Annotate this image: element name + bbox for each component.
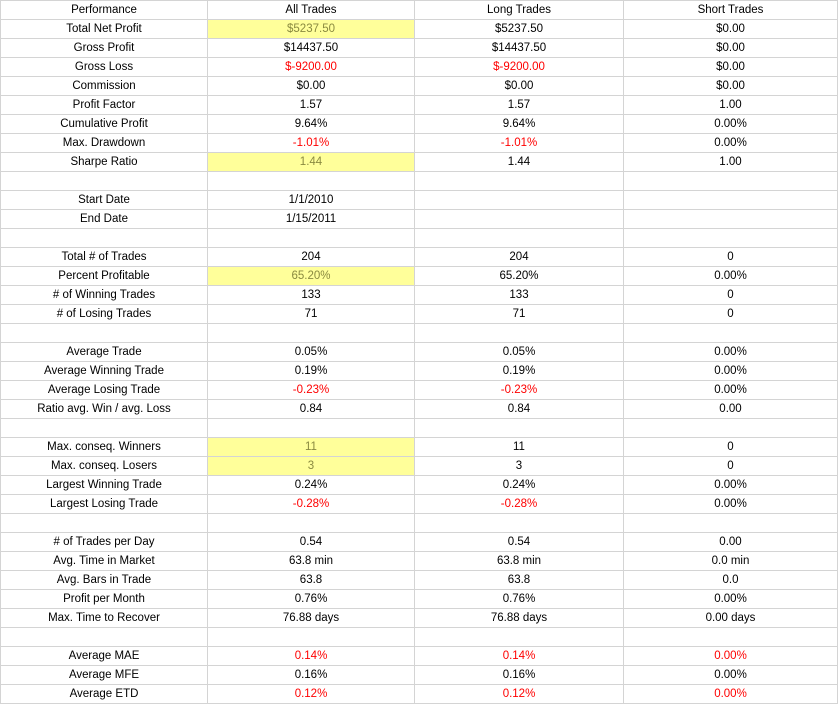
long-trades-value: [415, 172, 624, 191]
short-trades-value: [624, 229, 838, 248]
metric-label: Average ETD: [1, 685, 208, 704]
table-row[interactable]: [1, 666, 838, 685]
metric-label: Total Net Profit: [1, 20, 208, 39]
table-row[interactable]: [1, 343, 838, 362]
table-row[interactable]: [1, 609, 838, 628]
spacer-row[interactable]: [1, 229, 838, 248]
short-trades-value: 0.00: [624, 400, 838, 419]
table-row[interactable]: [1, 191, 838, 210]
short-trades-value: [624, 628, 838, 647]
all-trades-value: [208, 514, 415, 533]
all-trades-value: 11: [208, 438, 415, 457]
all-trades-value: 0.12%: [208, 685, 415, 704]
long-trades-value: $14437.50: [415, 39, 624, 58]
long-trades-value: [415, 229, 624, 248]
table-row[interactable]: [1, 438, 838, 457]
short-trades-value: 0.00%: [624, 666, 838, 685]
metric-label: [1, 514, 208, 533]
long-trades-value: [415, 419, 624, 438]
table-row[interactable]: [1, 248, 838, 267]
table-body: [1, 20, 838, 704]
long-trades-value: 0.14%: [415, 647, 624, 666]
short-trades-value: [624, 514, 838, 533]
metric-label: Avg. Bars in Trade: [1, 571, 208, 590]
long-trades-value: 1.57: [415, 96, 624, 115]
spacer-row[interactable]: [1, 514, 838, 533]
table-row[interactable]: [1, 58, 838, 77]
short-trades-value: 0.00%: [624, 590, 838, 609]
short-trades-value: [624, 419, 838, 438]
metric-label: Average Losing Trade: [1, 381, 208, 400]
spacer-row[interactable]: [1, 324, 838, 343]
metric-label: [1, 324, 208, 343]
long-trades-value: 3: [415, 457, 624, 476]
metric-label: Average MAE: [1, 647, 208, 666]
long-trades-value: 0.16%: [415, 666, 624, 685]
long-trades-value: 204: [415, 248, 624, 267]
metric-label: Profit per Month: [1, 590, 208, 609]
metric-label: Average Trade: [1, 343, 208, 362]
all-trades-value: 9.64%: [208, 115, 415, 134]
long-trades-value: 0.24%: [415, 476, 624, 495]
metric-label: Largest Winning Trade: [1, 476, 208, 495]
metric-label: # of Trades per Day: [1, 533, 208, 552]
table-row[interactable]: [1, 96, 838, 115]
long-trades-value: 0.84: [415, 400, 624, 419]
long-trades-value: $5237.50: [415, 20, 624, 39]
short-trades-value: 0: [624, 286, 838, 305]
short-trades-value: 0.00%: [624, 343, 838, 362]
short-trades-value: $0.00: [624, 39, 838, 58]
metric-label: Max. Drawdown: [1, 134, 208, 153]
short-trades-value: [624, 172, 838, 191]
header-performance[interactable]: Performance: [1, 1, 208, 20]
long-trades-value: 0.05%: [415, 343, 624, 362]
metric-label: Ratio avg. Win / avg. Loss: [1, 400, 208, 419]
long-trades-value: [415, 191, 624, 210]
metric-label: Percent Profitable: [1, 267, 208, 286]
all-trades-value: [208, 419, 415, 438]
short-trades-value: 0.00 days: [624, 609, 838, 628]
table-row[interactable]: [1, 552, 838, 571]
short-trades-value: 0.00%: [624, 134, 838, 153]
short-trades-value: 0: [624, 438, 838, 457]
table-row[interactable]: [1, 400, 838, 419]
short-trades-value: 0.00%: [624, 115, 838, 134]
long-trades-value: 0.19%: [415, 362, 624, 381]
table-row[interactable]: [1, 647, 838, 666]
all-trades-value: [208, 172, 415, 191]
table-row[interactable]: [1, 115, 838, 134]
short-trades-value: 0.00%: [624, 476, 838, 495]
short-trades-value: 0: [624, 457, 838, 476]
long-trades-value: [415, 324, 624, 343]
long-trades-value: 65.20%: [415, 267, 624, 286]
all-trades-value: 1.44: [208, 153, 415, 172]
short-trades-value: 0.0 min: [624, 552, 838, 571]
table-row[interactable]: [1, 210, 838, 229]
short-trades-value: [624, 210, 838, 229]
metric-label: Avg. Time in Market: [1, 552, 208, 571]
table-row[interactable]: [1, 476, 838, 495]
table-row[interactable]: [1, 39, 838, 58]
all-trades-value: [208, 229, 415, 248]
table-row[interactable]: [1, 267, 838, 286]
long-trades-value: -0.28%: [415, 495, 624, 514]
short-trades-value: 0.00%: [624, 362, 838, 381]
all-trades-value: 0.24%: [208, 476, 415, 495]
short-trades-value: 0.00%: [624, 647, 838, 666]
spacer-row[interactable]: [1, 628, 838, 647]
short-trades-value: 0.00%: [624, 381, 838, 400]
long-trades-value: 76.88 days: [415, 609, 624, 628]
all-trades-value: 204: [208, 248, 415, 267]
all-trades-value: 1/1/2010: [208, 191, 415, 210]
all-trades-value: 3: [208, 457, 415, 476]
all-trades-value: 0.54: [208, 533, 415, 552]
all-trades-value: 63.8 min: [208, 552, 415, 571]
header-short-trades[interactable]: Short Trades: [624, 1, 838, 20]
metric-label: Max. Time to Recover: [1, 609, 208, 628]
long-trades-value: 0.12%: [415, 685, 624, 704]
all-trades-value: $5237.50: [208, 20, 415, 39]
all-trades-value: 76.88 days: [208, 609, 415, 628]
all-trades-value: -0.23%: [208, 381, 415, 400]
table-row[interactable]: [1, 590, 838, 609]
long-trades-value: -1.01%: [415, 134, 624, 153]
table-row[interactable]: [1, 134, 838, 153]
metric-label: Largest Losing Trade: [1, 495, 208, 514]
all-trades-value: $14437.50: [208, 39, 415, 58]
spacer-row[interactable]: [1, 172, 838, 191]
metric-label: Average MFE: [1, 666, 208, 685]
table-row[interactable]: [1, 362, 838, 381]
metric-label: Cumulative Profit: [1, 115, 208, 134]
long-trades-value: 1.44: [415, 153, 624, 172]
all-trades-value: 1/15/2011: [208, 210, 415, 229]
metric-label: Max. conseq. Winners: [1, 438, 208, 457]
long-trades-value: 63.8 min: [415, 552, 624, 571]
all-trades-value: 0.05%: [208, 343, 415, 362]
metric-label: Gross Loss: [1, 58, 208, 77]
table-row[interactable]: [1, 153, 838, 172]
all-trades-value: -0.28%: [208, 495, 415, 514]
short-trades-value: [624, 191, 838, 210]
short-trades-value: $0.00: [624, 58, 838, 77]
all-trades-value: 71: [208, 305, 415, 324]
spacer-row[interactable]: [1, 419, 838, 438]
long-trades-value: 63.8: [415, 571, 624, 590]
short-trades-value: $0.00: [624, 20, 838, 39]
all-trades-value: [208, 324, 415, 343]
table-row[interactable]: [1, 495, 838, 514]
all-trades-value: $0.00: [208, 77, 415, 96]
short-trades-value: 0.0: [624, 571, 838, 590]
table-row[interactable]: [1, 77, 838, 96]
all-trades-value: 0.16%: [208, 666, 415, 685]
short-trades-value: $0.00: [624, 77, 838, 96]
table-row[interactable]: [1, 533, 838, 552]
long-trades-value: 0.54: [415, 533, 624, 552]
long-trades-value: 11: [415, 438, 624, 457]
metric-label: Average Winning Trade: [1, 362, 208, 381]
short-trades-value: 0: [624, 248, 838, 267]
metric-label: Max. conseq. Losers: [1, 457, 208, 476]
short-trades-value: 1.00: [624, 96, 838, 115]
long-trades-value: $0.00: [415, 77, 624, 96]
metric-label: Total # of Trades: [1, 248, 208, 267]
long-trades-value: [415, 514, 624, 533]
all-trades-value: 0.14%: [208, 647, 415, 666]
short-trades-value: 0: [624, 305, 838, 324]
long-trades-value: [415, 628, 624, 647]
all-trades-value: 0.19%: [208, 362, 415, 381]
metric-label: # of Winning Trades: [1, 286, 208, 305]
table-row[interactable]: [1, 305, 838, 324]
short-trades-value: 0.00: [624, 533, 838, 552]
table-row[interactable]: [1, 286, 838, 305]
metric-label: # of Losing Trades: [1, 305, 208, 324]
metric-label: [1, 229, 208, 248]
metric-label: [1, 628, 208, 647]
table-row[interactable]: [1, 457, 838, 476]
all-trades-value: -1.01%: [208, 134, 415, 153]
metric-label: Gross Profit: [1, 39, 208, 58]
all-trades-value: 133: [208, 286, 415, 305]
long-trades-value: 133: [415, 286, 624, 305]
header-long-trades[interactable]: Long Trades: [415, 1, 624, 20]
all-trades-value: 63.8: [208, 571, 415, 590]
metric-label: End Date: [1, 210, 208, 229]
all-trades-value: 0.76%: [208, 590, 415, 609]
header-all-trades[interactable]: All Trades: [208, 1, 415, 20]
table-row[interactable]: [1, 571, 838, 590]
long-trades-value: -0.23%: [415, 381, 624, 400]
all-trades-value: [208, 628, 415, 647]
long-trades-value: 9.64%: [415, 115, 624, 134]
all-trades-value: 65.20%: [208, 267, 415, 286]
metric-label: Sharpe Ratio: [1, 153, 208, 172]
short-trades-value: 0.00%: [624, 685, 838, 704]
short-trades-value: [624, 324, 838, 343]
metric-label: Commission: [1, 77, 208, 96]
long-trades-value: [415, 210, 624, 229]
header-row: [1, 1, 838, 20]
metric-label: Start Date: [1, 191, 208, 210]
short-trades-value: 1.00: [624, 153, 838, 172]
metric-label: [1, 172, 208, 191]
table-row[interactable]: [1, 381, 838, 400]
all-trades-value: 0.84: [208, 400, 415, 419]
table-row[interactable]: [1, 20, 838, 39]
metric-label: Profit Factor: [1, 96, 208, 115]
all-trades-value: $-9200.00: [208, 58, 415, 77]
long-trades-value: $-9200.00: [415, 58, 624, 77]
all-trades-value: 1.57: [208, 96, 415, 115]
long-trades-value: 71: [415, 305, 624, 324]
metric-label: [1, 419, 208, 438]
long-trades-value: 0.76%: [415, 590, 624, 609]
short-trades-value: 0.00%: [624, 495, 838, 514]
short-trades-value: 0.00%: [624, 267, 838, 286]
